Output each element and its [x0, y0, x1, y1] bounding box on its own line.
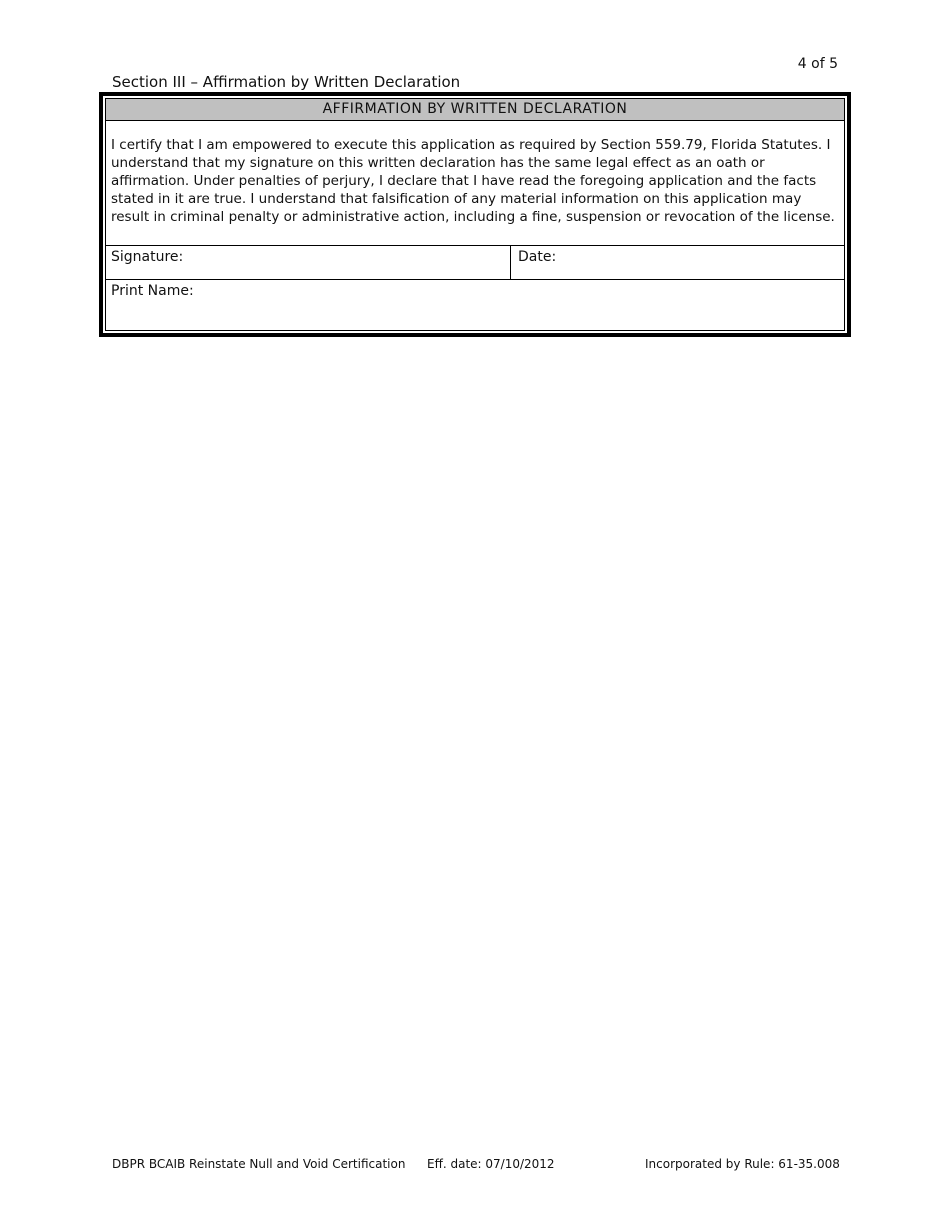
footer-effective-date: Eff. date: 07/10/2012	[427, 1157, 555, 1171]
signature-field[interactable]	[106, 246, 511, 279]
signature-label: Signature:	[111, 249, 184, 265]
affirmation-statement: I certify that I am empowered to execute this application as required by Section 559.79, Florida Statutes. I understand that my signature on this written declaration has the same legal effect as an oath or affirmation. Under penalties of perjury, I declare that I have read the foregoing application and the facts stated in it are true. I understand that falsification of any material information on this application may result in criminal penalty or administrative action, including a fine, suspension or revocation of the license.	[106, 121, 844, 246]
signature-date-row	[106, 246, 844, 280]
date-field[interactable]	[511, 246, 844, 279]
print-name-field[interactable]	[106, 280, 844, 330]
print-name-row	[106, 280, 844, 330]
affirmation-box	[99, 92, 851, 337]
page-number: 4 of 5	[797, 56, 838, 72]
print-name-label: Print Name:	[111, 283, 194, 299]
date-label: Date:	[518, 249, 557, 265]
section-title: Section III – Affirmation by Written Declaration	[112, 73, 461, 91]
footer-rule: Incorporated by Rule: 61-35.008	[645, 1157, 840, 1171]
footer-form-name: DBPR BCAIB Reinstate Null and Void Certification	[112, 1157, 406, 1171]
affirmation-header: AFFIRMATION BY WRITTEN DECLARATION	[106, 99, 844, 121]
affirmation-box-inner	[105, 98, 845, 331]
